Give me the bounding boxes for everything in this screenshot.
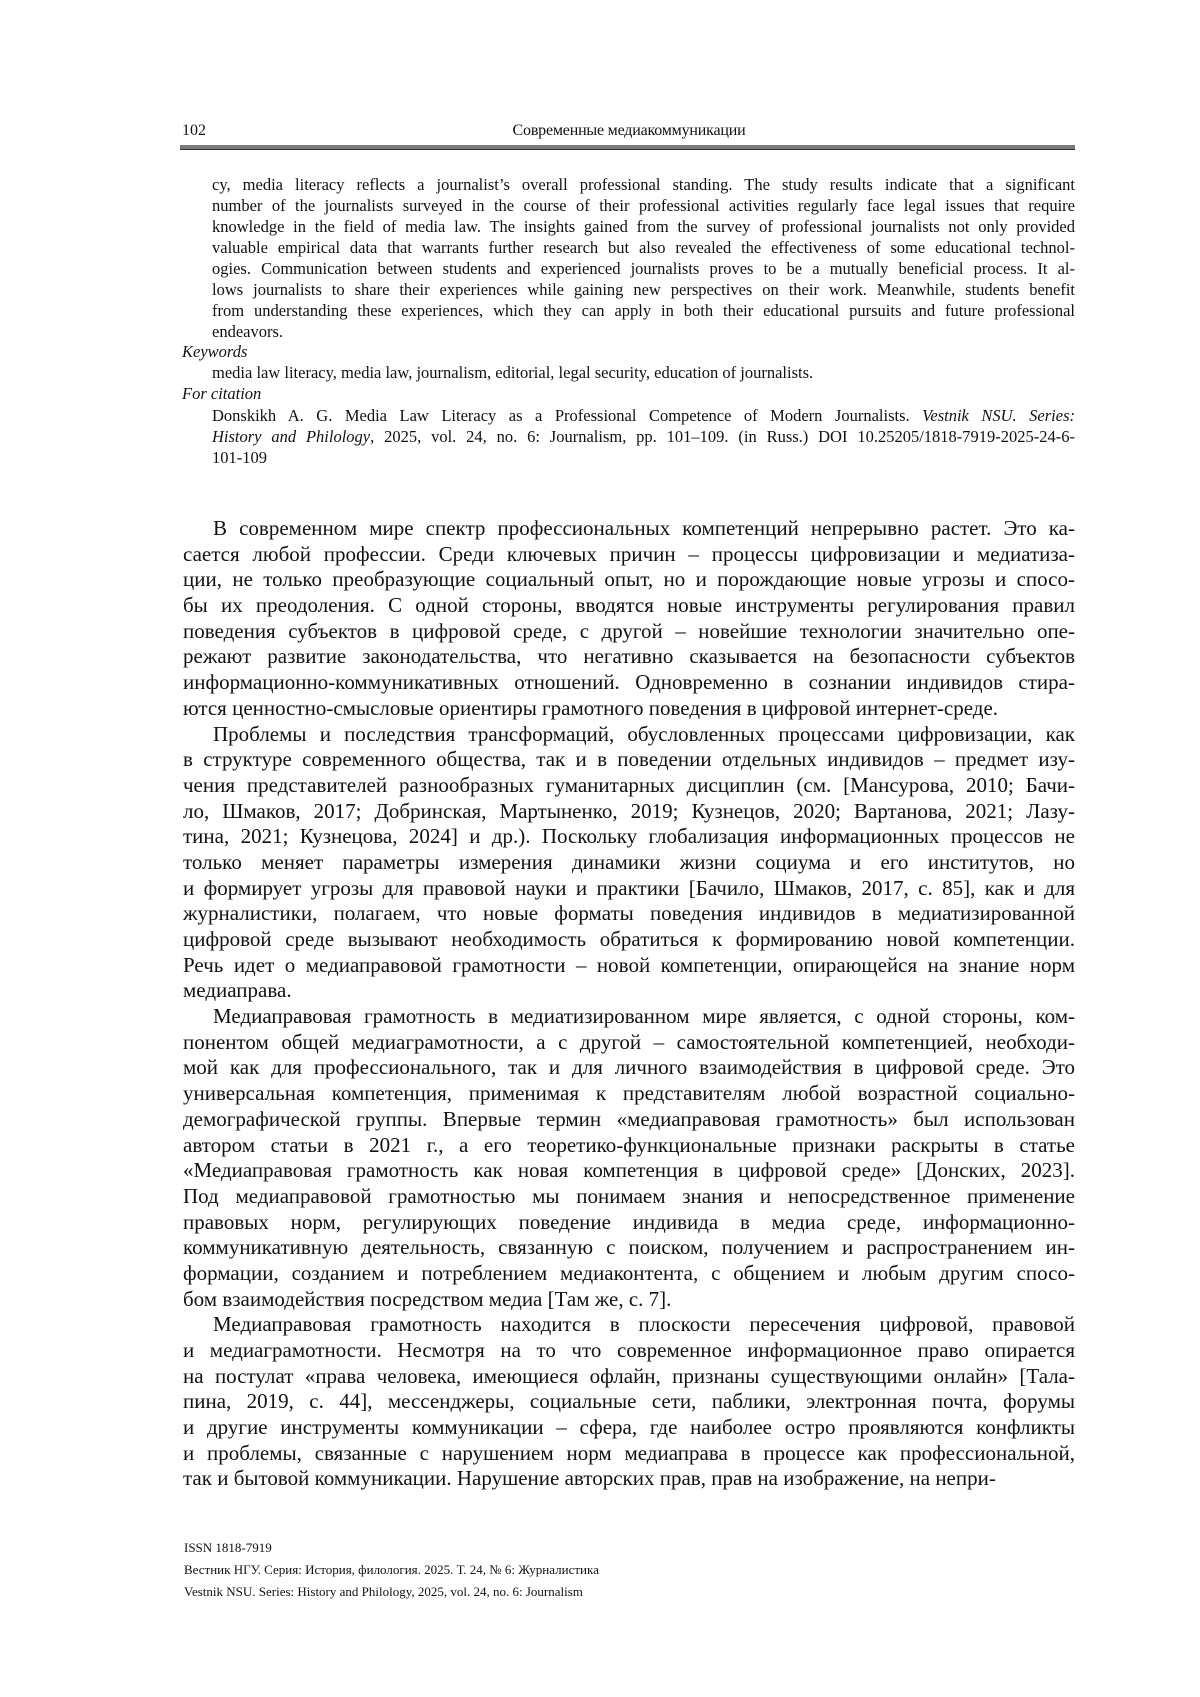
paragraph	[183, 1004, 1075, 1312]
paragraph-line: Медиаправовая грамотность находится в плоскости пересечения цифровой, правовой	[183, 1312, 1075, 1338]
paragraph-line: тина, 2021; Кузнецова, 2024] и др.). Поскольку глобализация информационных процессов не	[183, 824, 1075, 850]
paragraph-line: информационно-коммуникативных отношений. Одновременно в сознании индивидов стира-	[183, 670, 1075, 696]
abstract-line: from understanding these experiences, which they can apply in both their educational pursuits and future professional	[212, 300, 1075, 321]
paragraph-line: режают развитие законодательства, что негативно сказывается на безопасности субъектов	[183, 644, 1075, 670]
citation-journal: Vestnik NSU. Series:	[922, 406, 1075, 425]
abstract-line: endeavors.	[212, 321, 1075, 342]
paragraph-line: на постулат «права человека, имеющиеся офлайн, признаны существующими онлайн» [Тала-	[183, 1364, 1075, 1390]
citation	[212, 405, 1075, 468]
paragraph-line: и медиаграмотности. Несмотря на то что современное информационное право опирается	[183, 1338, 1075, 1364]
paragraph	[183, 1312, 1075, 1492]
citation-line	[212, 405, 1075, 426]
paragraph-line: бом взаимодействия посредством медиа [Там же, с. 7].	[183, 1287, 1075, 1313]
abstract-line: number of the journalists surveyed in the course of their professional activities regularly face legal issues that require	[212, 195, 1075, 216]
citation-text: Donskikh A. G. Media Law Literacy as a Professional Competence of Modern Journalists.	[212, 406, 922, 425]
paragraph-line: формации, созданием и потреблением медиаконтента, с общением и любым другим спосо-	[183, 1261, 1075, 1287]
article-body	[183, 516, 1075, 1492]
paragraph-line: Речь идет о медиаправовой грамотности – новой компетенции, опирающейся на знание норм	[183, 953, 1075, 979]
paragraph-line: Под медиаправовой грамотностью мы понимаем знания и непосредственное применение	[183, 1184, 1075, 1210]
paragraph	[183, 516, 1075, 722]
abstract-line: cy, media literacy reflects a journalist’s overall professional standing. The study results indicate that a significant	[212, 174, 1075, 195]
paragraph-line: В современном мире спектр профессиональных компетенций непрерывно растет. Это ка-	[183, 516, 1075, 542]
abstract-line: knowledge in the field of media law. The insights gained from the survey of professional journalists not only provided	[212, 216, 1075, 237]
paragraph-line: так и бытовой коммуникации. Нарушение авторских прав, прав на изображение, на непри-	[183, 1466, 1075, 1492]
paragraph-line: мой как для профессионального, так и для личного взаимодействия в цифровой среде. Это	[183, 1055, 1075, 1081]
abstract-line: valuable empirical data that warrants further research but also revealed the effectiveness of some educational technol-	[212, 237, 1075, 258]
running-title: Современные медиакоммуникации	[183, 122, 1075, 140]
paragraph-line: только меняет параметры измерения динамики жизни социума и его институтов, но	[183, 850, 1075, 876]
paragraph-line: и другие инструменты коммуникации – сфера, где наиболее остро проявляются конфликты	[183, 1415, 1075, 1441]
paragraph-line: пина, 2019, с. 44], мессенджеры, социальные сети, паблики, электронная почта, форумы	[183, 1389, 1075, 1415]
paragraph	[183, 722, 1075, 1005]
paragraph-line: понентом общей медиаграмотности, а с другой – самостоятельной компетенцией, необходи-	[183, 1030, 1075, 1056]
paragraph-line: правовых норм, регулирующих поведение индивида в медиа среде, информационно-	[183, 1210, 1075, 1236]
paragraph-line: Проблемы и последствия трансформаций, обусловленных процессами цифровизации, как	[183, 722, 1075, 748]
footer-journal-en: Vestnik NSU. Series: History and Philology, 2025, vol. 24, no. 6: Journalism	[184, 1581, 599, 1603]
paragraph-line: поведения субъектов в цифровой среде, с другой – новейшие технологии значительно опе-	[183, 619, 1075, 645]
abstract-line: lows journalists to share their experiences while gaining new perspectives on their work. Meanwhile, students benefit	[212, 279, 1075, 300]
paragraph-line: автором статьи в 2021 г., а его теоретико-функциональные признаки раскрыты в статье	[183, 1133, 1075, 1159]
paragraph-line: цифровой среде вызывают необходимость обратиться к формированию новой компетенции.	[183, 927, 1075, 953]
page-number: 102	[182, 122, 206, 140]
paragraph-line: сается любой профессии. Среди ключевых причин – процессы цифровизации и медиатиза-	[183, 542, 1075, 568]
keywords-text: media law literacy, media law, journalism, editorial, legal security, education of journalists.	[212, 363, 813, 383]
citation-line: 101-109	[212, 447, 1075, 468]
abstract	[212, 174, 1075, 342]
paragraph-line: и проблемы, связанные с нарушением норм медиаправа в процессе как профессиональной,	[183, 1441, 1075, 1467]
paragraph-line: ются ценностно-смысловые ориентиры грамотного поведения в цифровой интернет-среде.	[183, 696, 1075, 722]
keywords-label: Keywords	[182, 342, 247, 362]
citation-text: , 2025, vol. 24, no. 6: Journalism, pp. 101–109. (in Russ.) DOI 10.25205/1818-7919-2025-24-6-	[370, 427, 1075, 446]
footer-issn: ISSN 1818-7919	[184, 1537, 599, 1559]
paragraph-line: ции, не только преобразующие социальный опыт, но и порождающие новые угрозы и спосо-	[183, 567, 1075, 593]
paragraph-line: и формирует угрозы для правовой науки и практики [Бачило, Шмаков, 2017, с. 85], как и для	[183, 876, 1075, 902]
paragraph-line: «Медиаправовая грамотность как новая компетенция в цифровой среде» [Донских, 2023].	[183, 1158, 1075, 1184]
citation-line	[212, 426, 1075, 447]
paragraph-line: коммуникативную деятельность, связанную с поиском, получением и распространением ин-	[183, 1235, 1075, 1261]
citation-label: For citation	[182, 384, 261, 404]
paragraph-line: универсальная компетенция, применимая к представителям любой возрастной социально-	[183, 1081, 1075, 1107]
paragraph-line: Медиаправовая грамотность в медиатизированном мире является, с одной стороны, ком-	[183, 1004, 1075, 1030]
paragraph-line: чения представителей разнообразных гуманитарных дисциплин (см. [Мансурова, 2010; Бачи-	[183, 773, 1075, 799]
paragraph-line: в структуре современного общества, так и в поведении отдельных индивидов – предмет изу-	[183, 747, 1075, 773]
paragraph-line: бы их преодоления. С одной стороны, вводятся новые инструменты регулирования правил	[183, 593, 1075, 619]
paragraph-line: демографической группы. Впервые термин «медиаправовая грамотность» был использован	[183, 1107, 1075, 1133]
footer-journal-ru: Вестник НГУ. Серия: История, филология. 2025. Т. 24, № 6: Журналистика	[184, 1559, 599, 1581]
abstract-line: ogies. Communication between students and experienced journalists proves to be a mutually beneficial process. It al-	[212, 258, 1075, 279]
header-rule	[180, 145, 1075, 150]
citation-journal: History and Philology	[212, 427, 370, 446]
paragraph-line: журналистики, полагаем, что новые форматы поведения индивидов в медиатизированной	[183, 901, 1075, 927]
footer	[184, 1537, 599, 1603]
paragraph-line: медиаправа.	[183, 978, 1075, 1004]
paragraph-line: ло, Шмаков, 2017; Добринская, Мартыненко, 2019; Кузнецов, 2020; Вартанова, 2021; Лазу-	[183, 799, 1075, 825]
